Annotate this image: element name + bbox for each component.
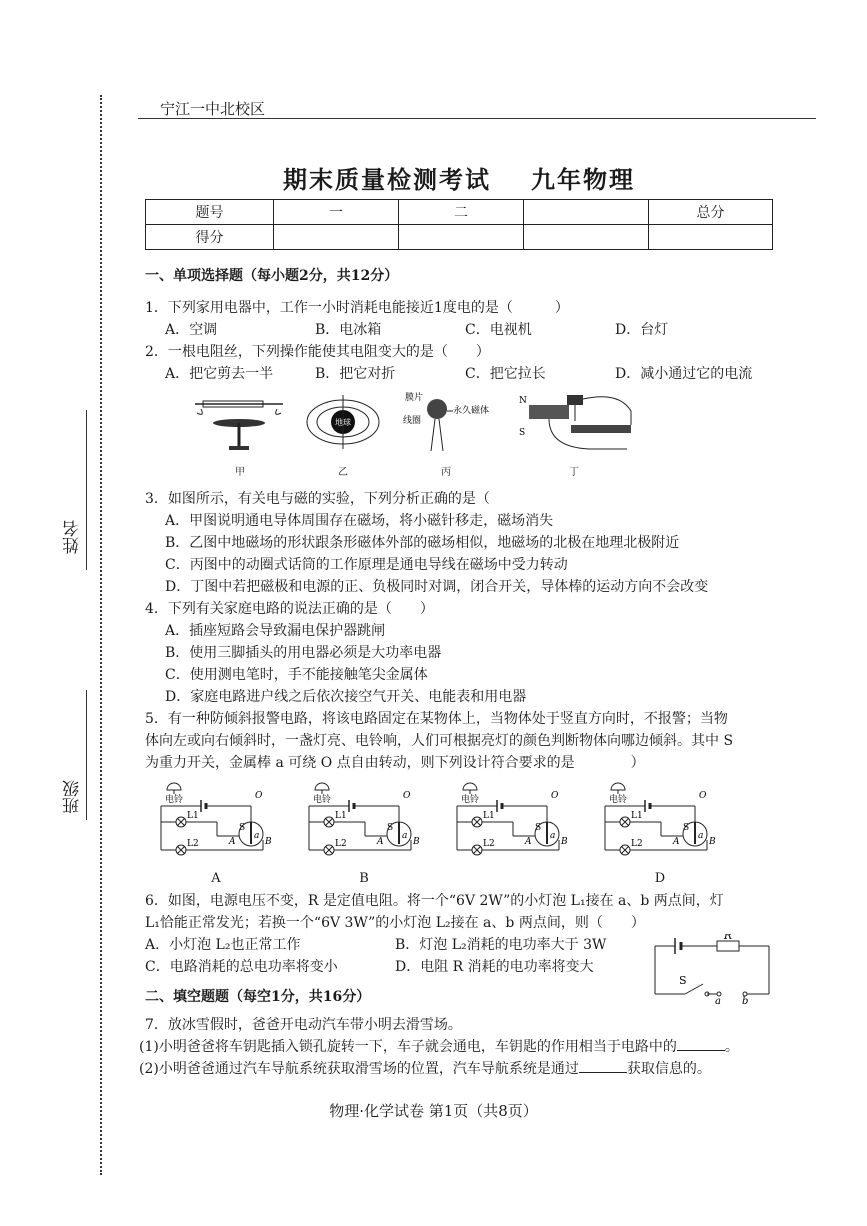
bell-label: 电铃	[165, 795, 184, 805]
switch-s-label: S	[387, 823, 394, 833]
q5-line-3: 为重力开关，金属棒 a 可绕 O 点自由转动，则下列设计符合要求的是 ）	[145, 755, 645, 771]
q3-option-c[interactable]: C．丙图中的动圈式话筒的工作原理是通电导线在磁场中受力转动	[165, 557, 568, 573]
q6-option-a[interactable]: A．小灯泡 L₂也正常工作	[145, 937, 301, 953]
q3-figures	[195, 391, 785, 484]
exam-content	[139, 265, 785, 1080]
lamp-l2-label: L2	[631, 839, 643, 849]
contact-b-label: B	[561, 837, 568, 847]
score-row-label: 得分	[146, 225, 274, 250]
q5-circuit-option[interactable]	[305, 778, 423, 890]
q3-option-d[interactable]: D．丁图中若把磁极和电源的正、负极同时对调，闭合开关，导体棒的运动方向不会改变	[165, 579, 709, 595]
q4-option-a[interactable]: A．插座短路会导致漏电保护器跳闸	[165, 623, 386, 639]
lamp-l2-label: L2	[483, 839, 495, 849]
q2-stem: 2．一根电阻丝，下列操作能使其电阻变大的是（ ）	[145, 344, 490, 360]
q7-part1	[139, 1036, 785, 1058]
figure-label: 丁	[569, 467, 579, 478]
earth-label: 地球	[335, 418, 351, 427]
section1-title: 一、单项选择题（每小题2分，共12分）	[145, 268, 399, 284]
q6-option-b[interactable]: B．灯泡 L₂消耗的电功率大于 3W	[395, 937, 607, 953]
school-name: 宁江一中北校区	[160, 100, 266, 118]
figure-label: 丙	[441, 467, 451, 478]
q6-option-c[interactable]: C．电路消耗的总电功率将变小	[145, 959, 338, 975]
q4-option-d[interactable]: D．家庭电路进户线之后依次接空气开关、电能表和用电器	[165, 689, 527, 705]
switch-s-label: S	[683, 823, 690, 833]
figure-label: 甲	[235, 467, 245, 478]
class-label: 班级	[63, 780, 83, 814]
score-table-cell	[524, 200, 649, 225]
header-rule	[138, 118, 816, 119]
rod-a-label: a	[698, 831, 704, 841]
q5-option-label: D	[654, 871, 666, 886]
pivot-o-label: O	[403, 791, 411, 801]
q6-line-2: L₁恰能正常发光；若换一个“6V 3W”的小灯泡 L₂接在 a、b 两点间，则（ ）	[145, 915, 645, 931]
score-input-cell[interactable]	[524, 225, 649, 250]
score-table-cell: 二	[399, 200, 524, 225]
bell-icon	[315, 783, 329, 790]
q5-circuit-diagram	[453, 778, 571, 856]
q1-options	[145, 319, 785, 341]
q2-option-a[interactable]: A．把它剪去一半	[165, 366, 274, 382]
contact-b-label: B	[265, 837, 272, 847]
q7-part1-end: 。	[724, 1039, 739, 1055]
q5-circuit-option[interactable]	[601, 778, 719, 890]
q5-line-1: 5．有一种防倾斜报警电路，将该电路固定在某物体上，当物体处于竖直方向时，不报警；当物	[145, 711, 728, 727]
bell-label: 电铃	[313, 795, 332, 805]
pivot-o-label: O	[699, 791, 707, 801]
score-table-cell: 一	[274, 200, 399, 225]
contact-b-label: B	[413, 837, 420, 847]
q6-line-1: 6．如图，电源电压不变，R 是定值电阻。将一个“6V 2W”的小灯泡 L₁接在 a、b 两点间，灯	[145, 893, 724, 909]
contact-a-label: A	[377, 837, 384, 847]
contact-a-label: A	[229, 837, 236, 847]
n-pole-label: N	[519, 396, 527, 406]
subject-title: 九年物理	[531, 165, 635, 194]
pivot-o-label: O	[255, 791, 263, 801]
name-blank-line	[86, 410, 88, 570]
exam-title	[145, 160, 773, 195]
score-table-cell: 题号	[146, 200, 274, 225]
q5-circuit-option[interactable]	[157, 778, 275, 890]
q6-circuit-figure	[645, 934, 775, 1011]
contact-b-label: B	[709, 837, 716, 847]
q1-option-d[interactable]: D．台灯	[615, 322, 669, 338]
score-table	[145, 199, 773, 250]
point-b-label: b	[742, 996, 749, 1004]
q5-circuit-diagram	[305, 778, 423, 856]
rod-a-label: a	[402, 831, 408, 841]
q7-part2-end: 获取信息的。	[626, 1061, 711, 1077]
lamp-l1-label: L1	[631, 811, 643, 821]
q2-option-d[interactable]: D．减小通过它的电流	[615, 366, 753, 382]
oersted-experiment-illustration	[195, 391, 285, 453]
score-input-cell[interactable]	[399, 225, 524, 250]
pivot-o-label: O	[551, 791, 559, 801]
q3-option-b[interactable]: B．乙图中地磁场的形状跟条形磁体外部的磁场相似，地磁场的北极在地理北极附近	[165, 535, 680, 551]
page-footer: 物理·化学试卷 第1页（共8页）	[329, 1102, 538, 1120]
q1-option-a[interactable]: A．空调	[165, 322, 218, 338]
switch-label: S	[679, 974, 687, 987]
figure-ding	[509, 391, 639, 484]
class-blank-line	[86, 690, 88, 820]
rod-a-label: a	[550, 831, 556, 841]
moving-coil-microphone-illustration	[401, 391, 491, 453]
diaphragm-label: 膜片	[405, 393, 424, 403]
q5-circuit-diagram	[601, 778, 719, 856]
bell-icon	[463, 783, 477, 790]
binding-dotted-line	[100, 95, 102, 1175]
exam-title-text: 期末质量检测考试	[283, 165, 491, 194]
lamp-l2-label: L2	[187, 839, 199, 849]
q5-circuit-diagram	[157, 778, 275, 856]
q1-stem: 1．下列家用电器中，工作一小时消耗电能接近1度电的是（ ）	[145, 300, 569, 316]
score-table-header-row	[146, 200, 773, 225]
coil-label: 线圈	[403, 416, 422, 426]
q2-option-b[interactable]: B．把它对折	[315, 366, 396, 382]
contact-a-label: A	[525, 837, 532, 847]
magnet-label: 永久磁体	[453, 406, 490, 416]
rod-a-label: a	[254, 831, 260, 841]
score-input-cell[interactable]	[274, 225, 399, 250]
score-table-score-row	[146, 225, 773, 250]
q7-blank-2[interactable]	[579, 1072, 627, 1073]
bell-label: 电铃	[609, 795, 628, 805]
figure-jia	[195, 391, 285, 484]
motor-principle-illustration	[509, 391, 639, 453]
q7-part2	[139, 1058, 785, 1080]
q5-line-2: 体向左或向右倾斜时，一盏灯亮、电铃响，人们可根据亮灯的颜色判断物体向哪边倾斜。其中 S	[145, 733, 734, 749]
q2-options	[145, 363, 785, 385]
q3-stem: 3．如图所示，有关电与磁的实验，下列分析正确的是（	[145, 491, 490, 507]
section2-title: 二、填空题题（每空1分，共16分）	[145, 989, 371, 1005]
q3-option-a[interactable]: A．甲图说明通电导体周围存在磁场，将小磁针移走，磁场消失	[165, 513, 554, 529]
figure-bing	[401, 391, 491, 484]
q7-blank-1[interactable]	[677, 1050, 725, 1051]
switch-s-label: S	[239, 823, 246, 833]
q1-option-b[interactable]: B．电冰箱	[315, 322, 382, 338]
q7-part1-text: (1)小明爸爸将车钥匙插入锁孔旋转一下，车子就会通电，车钥匙的作用相当于电路中的	[139, 1039, 677, 1055]
q2-option-c[interactable]: C．把它拉长	[465, 366, 546, 382]
q5-option-label: A	[211, 871, 221, 886]
q1-option-c[interactable]: C．电视机	[465, 322, 532, 338]
q5-circuits	[157, 778, 785, 890]
contact-a-label: A	[673, 837, 680, 847]
switch-s-label: S	[535, 823, 542, 833]
q4-stem: 4．下列有关家庭电路的说法正确的是（ ）	[145, 601, 434, 617]
q7-part2-text: (2)小明爸爸通过汽车导航系统获取滑雪场的位置，汽车导航系统是通过	[139, 1061, 579, 1077]
lamp-l2-label: L2	[335, 839, 347, 849]
lamp-l1-label: L1	[335, 811, 347, 821]
bell-icon	[167, 783, 181, 790]
point-a-label: a	[715, 996, 721, 1004]
q6-option-d[interactable]: D．电阻 R 消耗的电功率将变大	[395, 959, 594, 975]
lamp-l1-label: L1	[187, 811, 199, 821]
bell-icon	[611, 783, 625, 790]
q6-circuit-diagram	[645, 934, 775, 1004]
earth-magnetic-field-illustration	[303, 391, 383, 453]
figure-yi	[303, 391, 383, 484]
q5-option-label: B	[359, 871, 369, 886]
score-input-cell[interactable]	[649, 225, 773, 250]
s-pole-label: S	[519, 428, 526, 438]
q5-circuit-option[interactable]	[453, 778, 571, 890]
resistor-label: R	[723, 934, 733, 942]
name-label: 姓名	[63, 520, 83, 554]
q4-option-c[interactable]: C．使用测电笔时，手不能接触笔尖金属体	[165, 667, 428, 683]
q4-option-b[interactable]: B．使用三脚插头的用电器必须是大功率电器	[165, 645, 442, 661]
lamp-l1-label: L1	[483, 811, 495, 821]
figure-label: 乙	[338, 467, 348, 478]
score-table-cell: 总分	[649, 200, 773, 225]
bell-label: 电铃	[461, 795, 480, 805]
q7-stem: 7．放冰雪假时，爸爸开电动汽车带小明去滑雪场。	[145, 1017, 462, 1033]
